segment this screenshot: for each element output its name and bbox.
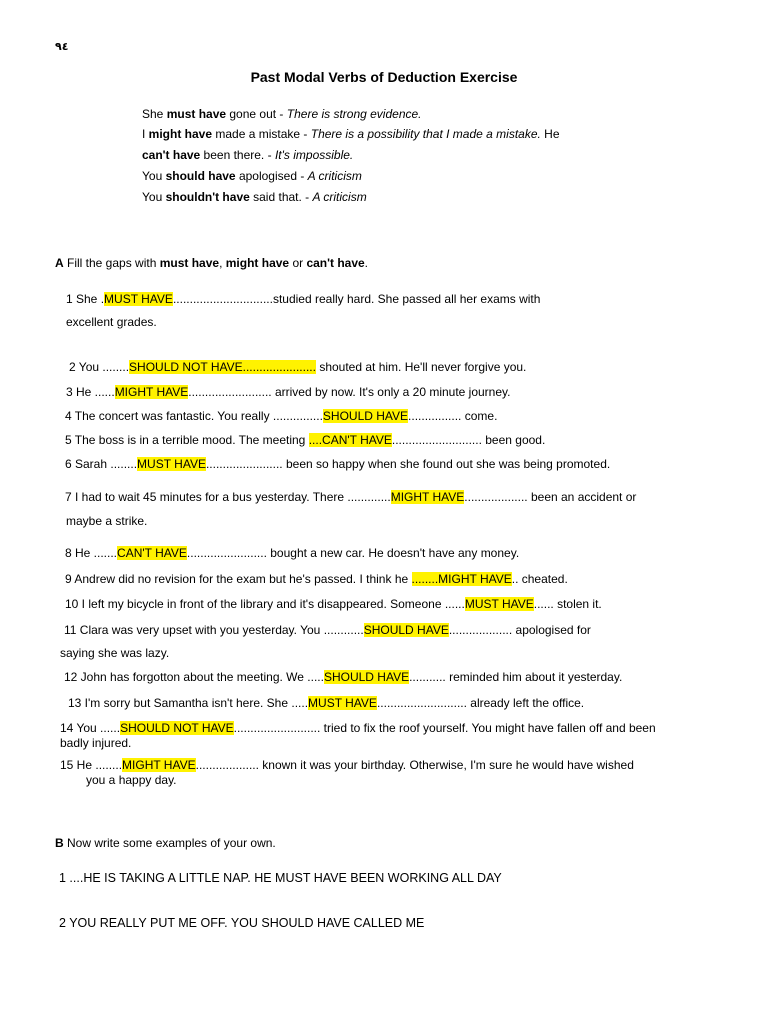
example-modal: might have — [148, 127, 213, 141]
option-cant-have: can't have — [306, 256, 365, 270]
example-line — [142, 190, 367, 204]
example-tail: He — [540, 127, 560, 141]
example-rest: apologised - — [235, 169, 308, 183]
item-text: 10 I left my bicycle in front of the library and it's disappeared. Someone ...... — [65, 597, 465, 611]
example-lead: You — [142, 169, 166, 183]
item-text: ......................... arrived by now. It's only a 20 minute journey. — [188, 385, 511, 399]
item-text: ........................... already left the office. — [376, 696, 585, 710]
item-text: .......................... tried to fix the roof yourself. You might have fallen off and been — [233, 721, 656, 735]
example-modal: shouldn't have — [165, 190, 250, 204]
example-rest: made a mistake - — [212, 127, 311, 141]
separator: or — [289, 256, 307, 270]
exercise-item — [65, 457, 610, 471]
item-continuation: saying she was lazy. — [60, 646, 170, 660]
exercise-item — [69, 360, 526, 374]
item-text: 11 Clara was very upset with you yesterday. You ............ — [64, 623, 364, 637]
answer-highlight: MIGHT HAVE — [122, 758, 196, 772]
exercise-item — [65, 409, 497, 423]
answer-highlight: MUST HAVE — [137, 457, 206, 471]
example-rest: gone out - — [226, 107, 287, 121]
answer-highlight: SHOULD NOT HAVE...................... — [129, 360, 316, 374]
section-instruction: Now write some examples of your own. — [63, 836, 276, 850]
example-line — [142, 169, 362, 183]
example-modal: can't have — [142, 148, 201, 162]
item-text: 5 The boss is in a terrible mood. The meeting — [65, 433, 309, 447]
example-note: A criticism — [312, 190, 367, 204]
example-line — [142, 107, 422, 121]
item-text: ................ come. — [408, 409, 498, 423]
item-text: 1 She . — [66, 292, 105, 306]
option-might-have: might have — [225, 256, 290, 270]
answer-highlight: SHOULD HAVE — [363, 623, 449, 637]
exercise-item — [66, 385, 510, 399]
item-text: 9 Andrew did no revision for the exam but he's passed. I think he — [65, 572, 412, 586]
item-text: ...... stolen it. — [533, 597, 602, 611]
item-continuation: maybe a strike. — [66, 514, 148, 528]
example-modal: must have — [166, 107, 227, 121]
answer-highlight: SHOULD NOT HAVE — [120, 721, 234, 735]
separator: , — [219, 256, 226, 270]
answer-highlight: CAN'T HAVE — [117, 546, 187, 560]
exercise-item — [60, 758, 634, 772]
answer-highlight: MIGHT HAVE — [390, 490, 465, 504]
answer-highlight: MIGHT HAVE — [114, 385, 189, 399]
example-note: It's impossible. — [274, 148, 354, 162]
exercise-item — [65, 433, 545, 447]
exercise-item — [60, 721, 656, 735]
exercise-item — [65, 546, 519, 560]
item-text: .. cheated. — [511, 572, 568, 586]
item-text: ..............................studied really hard. She passed all her exams with — [172, 292, 541, 306]
example-lead: I — [142, 127, 149, 141]
item-continuation: badly injured. — [60, 736, 132, 750]
section-letter: A — [55, 256, 64, 270]
answer-highlight: SHOULD HAVE — [323, 670, 410, 684]
example-rest: been there. - — [200, 148, 275, 162]
page-title: Past Modal Verbs of Deduction Exercise — [250, 69, 518, 85]
item-continuation: excellent grades. — [66, 315, 157, 329]
item-text: 13 I'm sorry but Samantha isn't here. She ..... — [68, 696, 309, 710]
item-text: ....................... been so happy when she found out she was being promoted. — [205, 457, 611, 471]
item-text: 14 You ...... — [60, 721, 121, 735]
item-text: ................... been an accident or — [464, 490, 637, 504]
item-text: ........................ bought a new car. He doesn't have any money. — [186, 546, 520, 560]
exercise-item — [65, 597, 602, 611]
item-continuation: you a happy day. — [86, 773, 177, 787]
section-b-heading — [55, 836, 276, 850]
item-text: 15 He ........ — [60, 758, 123, 772]
item-text: 3 He ...... — [66, 385, 115, 399]
section-letter: B — [55, 836, 64, 850]
answer-highlight: MUST HAVE — [308, 696, 377, 710]
item-text: ........................... been good. — [391, 433, 546, 447]
answer-highlight: MUST HAVE — [104, 292, 173, 306]
example-note: There is a possibility that I made a mistake. — [310, 127, 541, 141]
example-lead: You — [142, 190, 166, 204]
item-text: ........... reminded him about it yesterday. — [409, 670, 623, 684]
separator: . — [364, 256, 369, 270]
exercise-item — [65, 572, 568, 586]
item-text: 7 I had to wait 45 minutes for a bus yesterday. There ............. — [65, 490, 391, 504]
item-text: shouted at him. He'll never forgive you. — [315, 360, 527, 374]
exercise-item — [65, 490, 636, 504]
exercise-item — [64, 623, 591, 637]
student-answer: 1 ....HE IS TAKING A LITTLE NAP. HE MUST HAVE BEEN WORKING ALL DAY — [59, 871, 502, 885]
exercise-item — [66, 292, 540, 306]
example-lead: She — [142, 107, 167, 121]
item-text: ................... known it was your birthday. Otherwise, I'm sure he would have wished — [195, 758, 634, 772]
option-must-have: must have — [159, 256, 220, 270]
item-text: 12 John has forgotton about the meeting. We ..... — [64, 670, 324, 684]
exercise-item — [64, 670, 622, 684]
example-note: A criticism — [307, 169, 362, 183]
answer-highlight: MUST HAVE — [464, 597, 534, 611]
corner-mark: ٩٤ — [55, 40, 69, 53]
item-text: 6 Sarah ........ — [65, 457, 138, 471]
example-modal: should have — [165, 169, 236, 183]
example-line — [142, 127, 560, 141]
section-a-heading — [55, 256, 368, 270]
section-instruction: Fill the gaps with — [63, 256, 160, 270]
answer-highlight: SHOULD HAVE — [322, 409, 409, 423]
exercise-item — [68, 696, 584, 710]
student-answer: 2 YOU REALLY PUT ME OFF. YOU SHOULD HAVE CALLED ME — [59, 916, 425, 930]
answer-highlight: ........MIGHT HAVE — [411, 572, 512, 586]
example-rest: said that. - — [249, 190, 313, 204]
item-text: 2 You ........ — [69, 360, 130, 374]
item-text: ................... apologised for — [448, 623, 591, 637]
answer-highlight: ....CAN'T HAVE — [308, 433, 392, 447]
item-text: 4 The concert was fantastic. You really ............... — [65, 409, 323, 423]
item-text: 8 He ....... — [65, 546, 118, 560]
example-line — [142, 148, 353, 162]
example-note: There is strong evidence. — [286, 107, 422, 121]
